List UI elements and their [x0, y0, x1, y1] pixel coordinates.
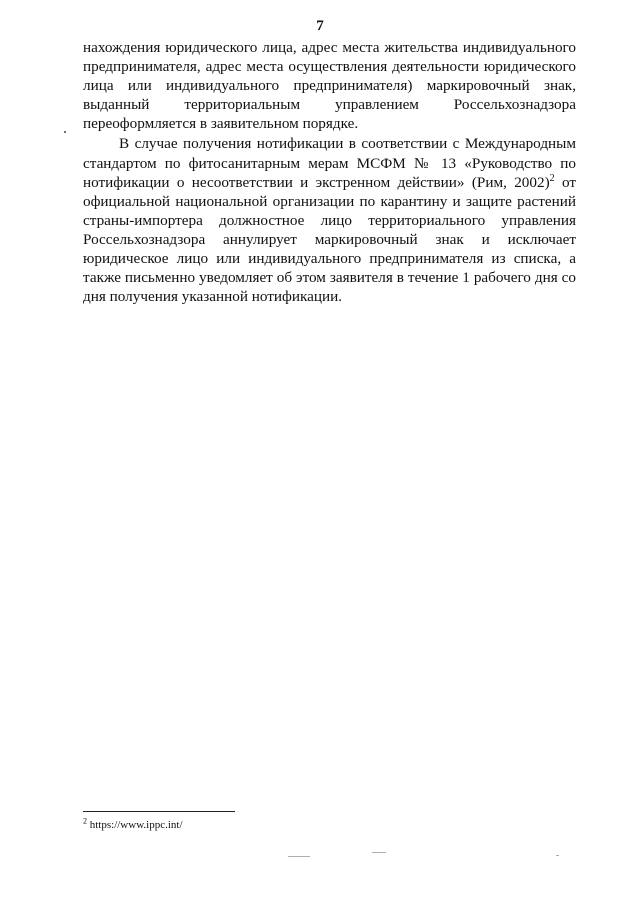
paragraph-1: нахождения юридического лица, адрес места жительства индивидуального предпринимателя, адрес места осуществления деятельности юридического лица или индивидуального предпринимателя) маркировочный знак, выданный территориальным управлением Россельхознадзора переоформляется в заявительном порядке.: [83, 39, 576, 133]
scan-artifact-dot: [64, 131, 66, 133]
paragraph-2-text-end: от официальной национальной организации по карантину и защите растений страны-импортера должностное лицо территориального управления Россельхознадзора аннулирует маркировочный знак и исключает юридическое лицо или индивидуального предпринимателя из списка, а также письменно уведомляет об этом заявителя в течение 1 рабочего дня со дня получения указанной нотификации.: [83, 173, 576, 306]
footnote-separator: [83, 811, 235, 812]
footnote-link-text: https://www.ippc.int/: [87, 819, 183, 831]
paragraph-2: [83, 134, 576, 306]
document-body: [83, 38, 576, 306]
scan-artifact-line: [288, 856, 310, 857]
page-number: 7: [316, 18, 324, 34]
scan-artifact-line: [556, 855, 559, 856]
scan-artifact-line: [372, 852, 386, 853]
paragraph-2-text-start: В случае получения нотификации в соответствии с Международным стандартом по фитосанитарным мерам МСФМ № 13 «Руководство по нотификации о несоответствии и экстренном действии» (Рим, 2002): [83, 135, 576, 191]
footnote-marker: 2: [83, 816, 87, 826]
footnote-reference: 2: [549, 172, 555, 184]
footnote: [83, 818, 183, 832]
